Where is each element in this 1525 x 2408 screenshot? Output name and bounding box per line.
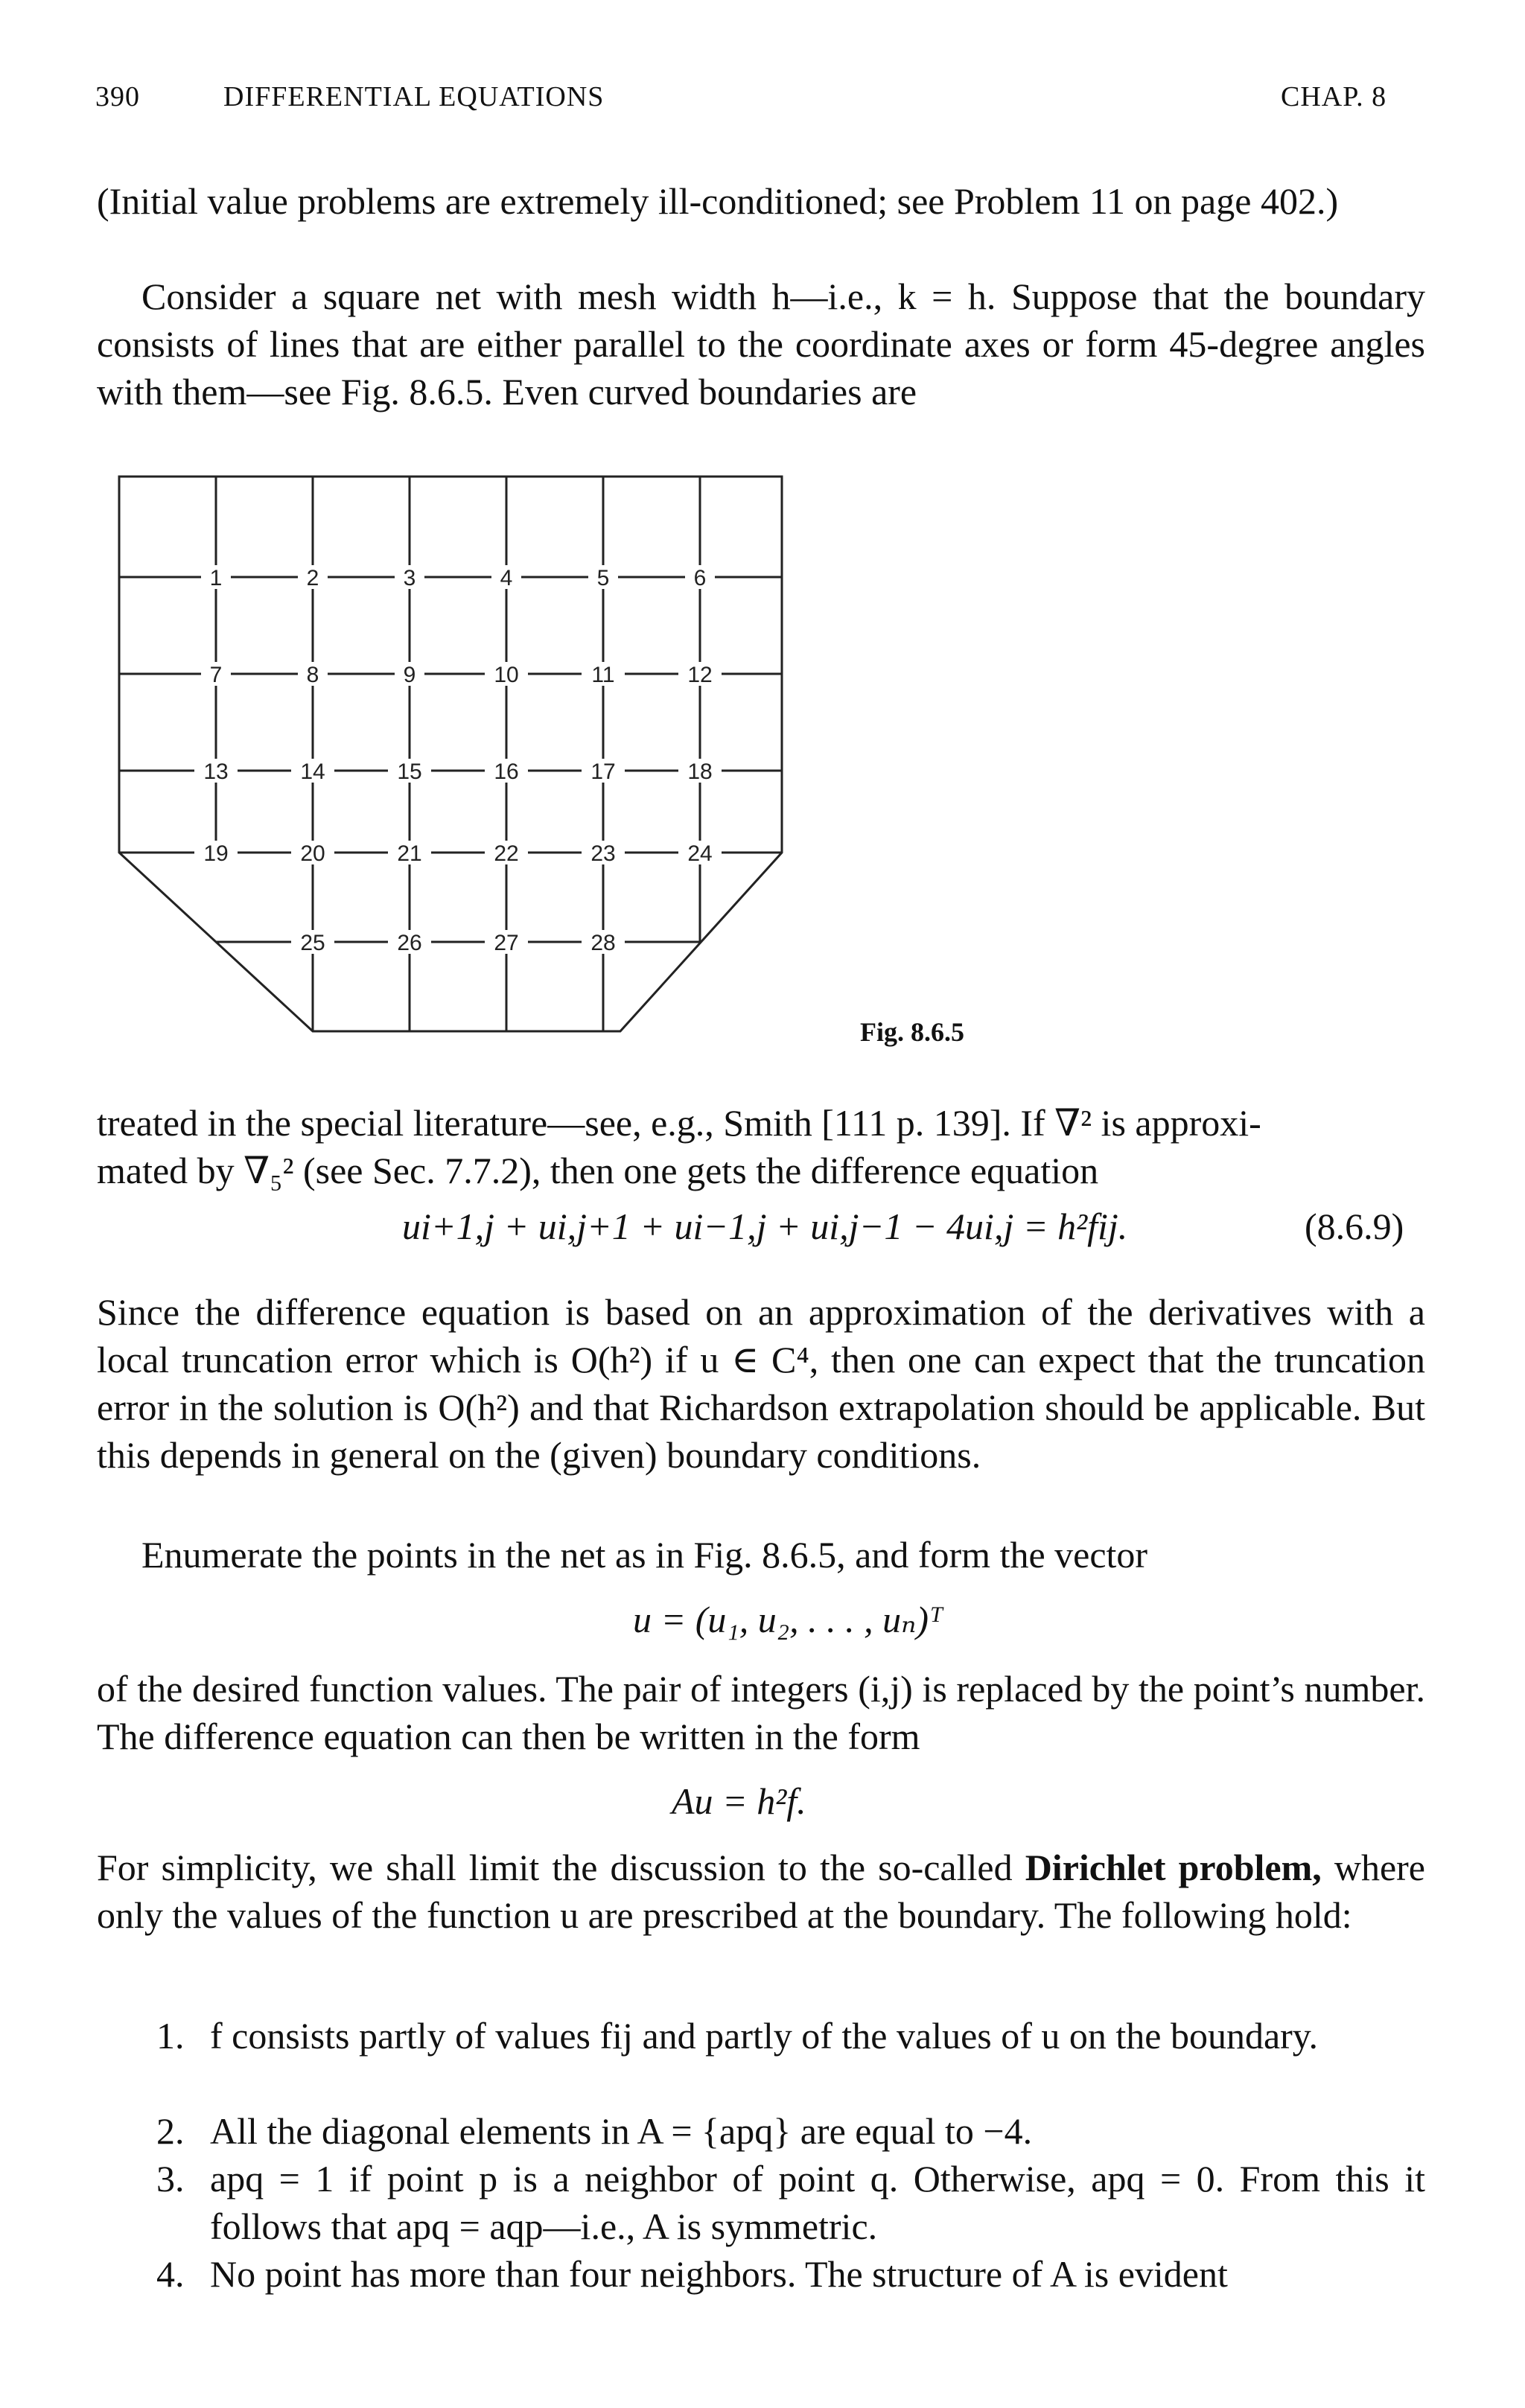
mesh-figure xyxy=(112,469,804,1050)
list-item-2: All the diagonal elements in A = {apq} are equal to −4. xyxy=(210,2110,1033,2152)
node-label-12: 12 xyxy=(687,663,713,687)
equation-number: (8.6.9) xyxy=(1305,1205,1404,1247)
list-number-3: 3. xyxy=(156,2158,185,2200)
list-number-2: 2. xyxy=(156,2110,185,2152)
node-label-27: 27 xyxy=(494,931,519,955)
list-number-1: 1. xyxy=(156,2015,185,2057)
boundary-outline xyxy=(119,477,782,1031)
paragraph-literature-line1: treated in the special literature—see, e.g., Smith [111 p. 139]. If ∇² is approxi- xyxy=(97,1102,1261,1144)
node-label-6: 6 xyxy=(693,566,707,590)
dirichlet-text-post: where only the values of the function u are prescribed at the boundary. The following hold: xyxy=(97,1847,1426,1936)
list-item-1: f consists partly of values fij and partly of the values of u on the boundary. xyxy=(210,2015,1319,2057)
node-label-26: 26 xyxy=(397,931,422,955)
node-label-5: 5 xyxy=(596,566,610,590)
paragraph-square-net: Consider a square net with mesh width h—i.e., k = h. Suppose that the boundary consists of lines that are either parallel to the coordinate axes or form 45-degree angles with them—see Fig. 8.6.5. Even curved boundaries are xyxy=(97,275,1425,413)
dirichlet-term: Dirichlet problem, xyxy=(1025,1847,1322,1888)
paragraph-initial-value: (Initial value problems are extremely ill-conditioned; see Problem 11 on page 402.) xyxy=(97,180,1339,222)
node-label-20: 20 xyxy=(300,841,325,866)
matrix-equation: Au = h²f. xyxy=(672,1780,806,1822)
node-label-1: 1 xyxy=(209,566,223,590)
paragraph-dirichlet xyxy=(97,1844,1425,1939)
difference-equation: ui+1,j + ui,j+1 + ui−1,j + ui,j−1 − 4ui,j = h²fij. xyxy=(402,1205,1128,1247)
paragraph-literature-line2: mated by ∇₅² (see Sec. 7.7.2), then one gets the difference equation xyxy=(97,1150,1099,1191)
node-label-17: 17 xyxy=(590,759,616,784)
node-label-24: 24 xyxy=(687,841,713,866)
list-number-4: 4. xyxy=(156,2253,185,2295)
node-label-18: 18 xyxy=(687,759,713,784)
node-label-21: 21 xyxy=(397,841,422,866)
node-label-19: 19 xyxy=(203,841,229,866)
figure-caption: Fig. 8.6.5 xyxy=(860,1017,964,1047)
node-label-23: 23 xyxy=(590,841,616,866)
node-label-16: 16 xyxy=(494,759,519,784)
node-label-4: 4 xyxy=(500,566,513,590)
node-label-11: 11 xyxy=(591,663,615,687)
paragraph-function-values: of the desired function values. The pair of integers (i,j) is replaced by the point’s number. The difference equation can then be written in the form xyxy=(97,1668,1425,1757)
list-item-4: No point has more than four neighbors. The structure of A is evident xyxy=(210,2253,1228,2295)
dirichlet-text-pre: For simplicity, we shall limit the discussion to the so-called xyxy=(97,1847,1025,1888)
node-label-7: 7 xyxy=(209,663,223,687)
list-item-3: apq = 1 if point p is a neighbor of point q. Otherwise, apq = 0. From this it follows that apq = aqp—i.e., A is symmetric. xyxy=(210,2158,1425,2247)
node-label-10: 10 xyxy=(494,663,519,687)
node-label-22: 22 xyxy=(494,841,519,866)
node-label-14: 14 xyxy=(300,759,325,784)
vector-equation: u = (u₁, u₂, . . . , uₙ)ᵀ xyxy=(633,1599,943,1640)
node-label-15: 15 xyxy=(397,759,422,784)
node-label-3: 3 xyxy=(403,566,416,590)
node-label-8: 8 xyxy=(306,663,319,687)
running-head: DIFFERENTIAL EQUATIONS xyxy=(223,81,605,112)
chapter-label: CHAP. 8 xyxy=(1281,81,1387,112)
node-label-28: 28 xyxy=(590,931,616,955)
node-label-13: 13 xyxy=(203,759,229,784)
page-number: 390 xyxy=(95,81,140,112)
node-label-2: 2 xyxy=(306,566,319,590)
mesh-lines xyxy=(119,477,782,1031)
node-label-25: 25 xyxy=(300,931,325,955)
paragraph-truncation-error: Since the difference equation is based on an approximation of the derivatives with a local truncation error which is O(h²) if u ∈ C⁴, then one can expect that the truncation error in the solution is O(h²) and that Richardson extrapolation should be applicable. But this depends in general on the (given) boundary conditions. xyxy=(97,1291,1425,1476)
paragraph-enumerate: Enumerate the points in the net as in Fig. 8.6.5, and form the vector xyxy=(141,1534,1148,1576)
node-label-9: 9 xyxy=(403,663,416,687)
